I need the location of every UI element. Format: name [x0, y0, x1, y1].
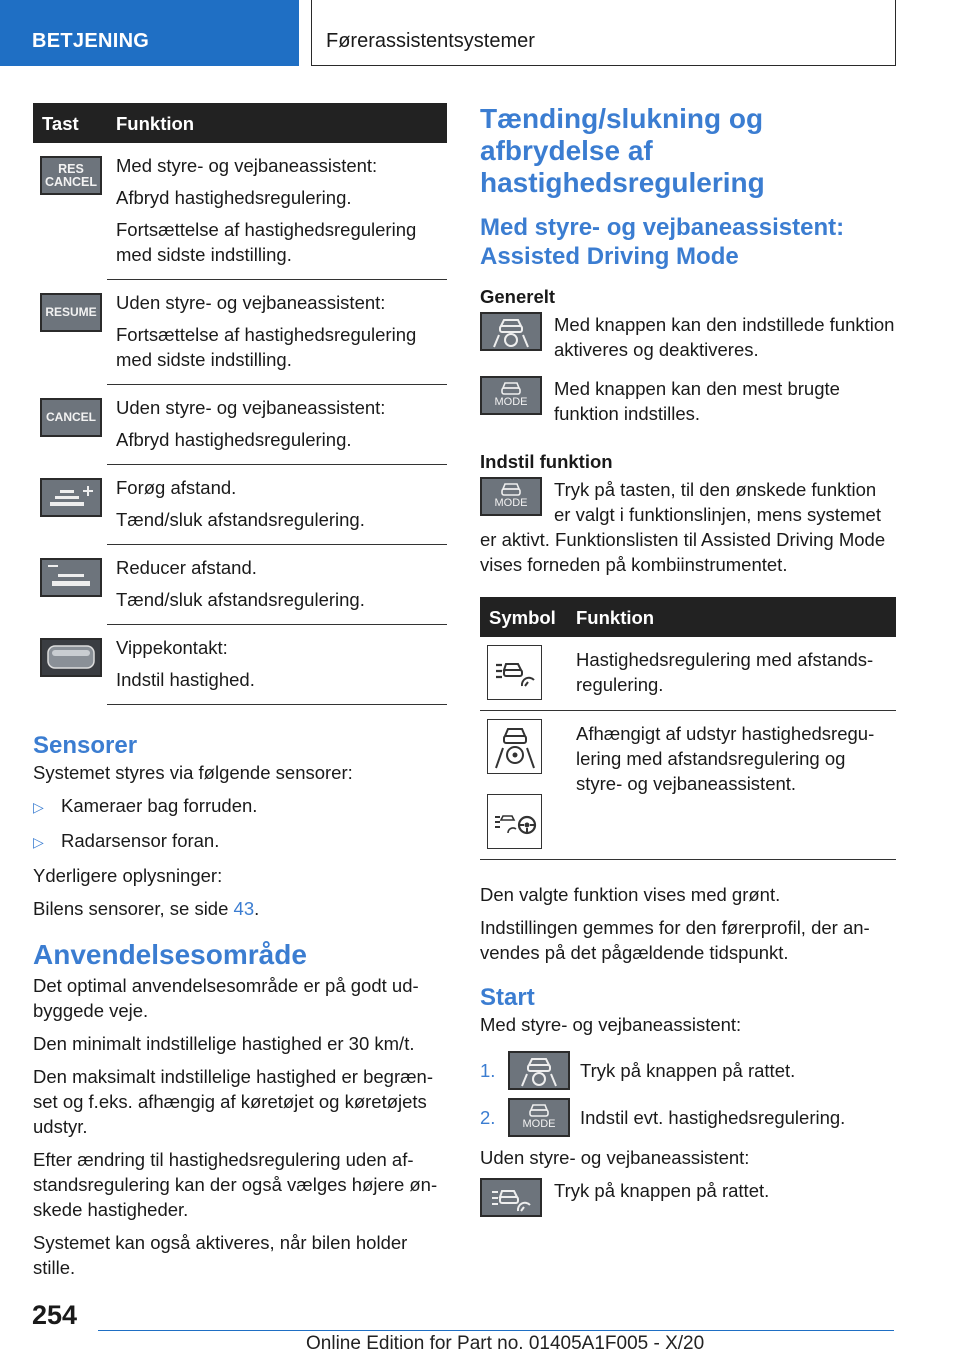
mode-button-icon: MODE: [480, 376, 542, 415]
acc-steering-symbol-icon: [487, 794, 542, 849]
distance-increase-key-icon: [40, 478, 102, 517]
set-function-heading: Indstil funktion: [480, 451, 613, 472]
right-column: Tænding/slukning og afbrydelse af hastighedsregulering Med styre- og vejbaneassistent: Assisted Driving Mode Generelt Med knappen kan den indstillede funktion aktiveres og deaktiveres. MODE Med knappen kan den mest brugte funktion indstilles. Indstil funktion MODE Tryk på tasten, til den ønskede funktion er valgt i funktionslinjen, mens systemet er aktivt. Funktionslisten til Assisted Driving Mode vises forneden på kombiinstrumentet. Symbol Funktion Hastighedsregulering med afstandsregulering. Afhængigt af udstyr hastighedsregulering med afstandsregulering og styre- og vejbaneassistent. Den valgte funktion vises med grønt. Indstillingen gemmes for den førerprofil, der anvendes på det pågældende tidspunkt. Start Med styre- og vejbaneassistent: 1. Tryk på knappen på rattet. 2. MODE Indstil evt. hastighedsregulering. Uden styre- og vejbaneassistent: Tryk på knappen på rattet.: [480, 103, 896, 1231]
list-item: MODE Med knappen kan den mest brugte funktion indstilles.: [480, 376, 896, 426]
table-row: CANCEL Uden styre- og vejbaneassistent: Afbryd hastighedsregulering.: [33, 385, 447, 465]
general-heading: Generelt: [480, 286, 556, 307]
table-row: RES CANCEL Med styre- og vejbaneassistent: Afbryd hastighedsregulering. Fortsættelse af hastighedsregulering med sidste indstilling.: [33, 143, 447, 280]
res-cancel-key-icon: RES CANCEL: [40, 156, 102, 195]
usage-heading: Anvendelsesområde: [33, 939, 307, 970]
acc-button-icon: [480, 1178, 542, 1217]
list-item: Tryk på knappen på rattet.: [480, 1178, 896, 1217]
key-function-table: [33, 103, 447, 705]
list-item: ▷ Kameraer bag forruden.: [33, 793, 447, 820]
bullet-triangle-icon: ▷: [33, 799, 44, 815]
table-row: Afhængigt af udstyr hastighedsregulering med afstandsregulering og styre- og vejbaneassistent.: [480, 711, 896, 860]
list-item: ▷ Radarsensor foran.: [33, 828, 447, 855]
page-reference-link[interactable]: 43: [233, 898, 255, 919]
start-heading: Start: [480, 984, 535, 1011]
footer-edition: Online Edition for Part no. 01405A1F005 - X/20: [306, 1333, 705, 1354]
table-row: RESUME Uden styre- og vejbaneassistent: Fortsættelse af hastighedsregulering med sidste indstilling.: [33, 280, 447, 385]
symbol-function-table: [480, 597, 896, 860]
table-row: Reducer afstand. Tænd/sluk afstandsregulering.: [33, 545, 447, 625]
assisted-driving-button-icon: [480, 312, 542, 351]
header-section: BETJENING: [0, 0, 299, 66]
list-item: Med knappen kan den indstillede funktion aktiveres og deaktiveres.: [480, 312, 896, 362]
table-header-function: Funktion: [107, 103, 447, 143]
cancel-key-icon: CANCEL: [40, 398, 102, 437]
list-item: 2. MODE Indstil evt. hastighedsregulering.: [480, 1098, 896, 1137]
distance-decrease-key-icon: [40, 558, 102, 597]
table-header-symbol: Symbol: [480, 597, 567, 637]
resume-key-icon: RESUME: [40, 293, 102, 332]
table-row: Hastighedsregulering med afstandsregulering.: [480, 637, 896, 711]
section-heading: Tænding/slukning og afbrydelse af hastighedsregulering: [480, 103, 765, 198]
assisted-driving-button-icon: [508, 1051, 570, 1090]
footer-divider: [98, 1330, 894, 1331]
lane-assist-symbol-icon: [487, 719, 542, 774]
sensors-heading: Sensorer: [33, 732, 138, 759]
page-number: 254: [32, 1300, 78, 1330]
acc-symbol-icon: [487, 645, 542, 700]
table-header-key: Tast: [33, 103, 107, 143]
mode-button-icon: MODE: [480, 477, 542, 516]
table-row: Vippekontakt: Indstil hastighed.: [33, 625, 447, 705]
bullet-triangle-icon: ▷: [33, 834, 44, 850]
list-item: 1. Tryk på knappen på rattet.: [480, 1051, 896, 1090]
left-column: Tast Funktion RES CANCEL Med styre- og vejbaneassistent: Afbryd hastighedsregulering. Fortsættelse af hastighedsregulering med sidste indstilling. RESUME Uden styre- og vejbaneassistent: Fortsættelse af hastighedsregulering med sidste indstilling. CANCEL Uden styre- og vejbaneassistent: Afbryd hastighedsregulering. Forøg afstand. Tænd/sluk afstandsregulering. Reducer afstand. Tænd/sluk afstandsregulering. Vippekontakt: Indstil hastighed. Sensorer Systemet styres via følgende sensorer: ▷ Kameraer bag forruden. ▷ Radarsensor foran. Yderligere oplysninger: Bilens sensorer, se side 43. Anvendelsesområde Det optimal anvendelsesområde er på godt udbyggede veje. Den minimalt indstillelige hastighed er 30 km/t. Den maksimalt indstillelige hastighed er begrænset og f.eks. afhængig af køretøjet og køretøjets udstyr. Efter ændring til hastighedsregulering uden afstandsregulering kan der også vælges højere ønskede hastigheder. Systemet kan også aktiveres, når bilen holder stille.: [33, 103, 447, 1288]
mode-button-icon: MODE: [508, 1098, 570, 1137]
subsection-heading: Med styre- og vejbaneassistent: Assisted Driving Mode: [480, 214, 845, 270]
table-header-function: Funktion: [567, 597, 896, 637]
rocker-switch-icon: [40, 638, 102, 677]
header-chapter: Førerassistentsystemer: [311, 0, 896, 66]
table-row: Forøg afstand. Tænd/sluk afstandsregulering.: [33, 465, 447, 545]
